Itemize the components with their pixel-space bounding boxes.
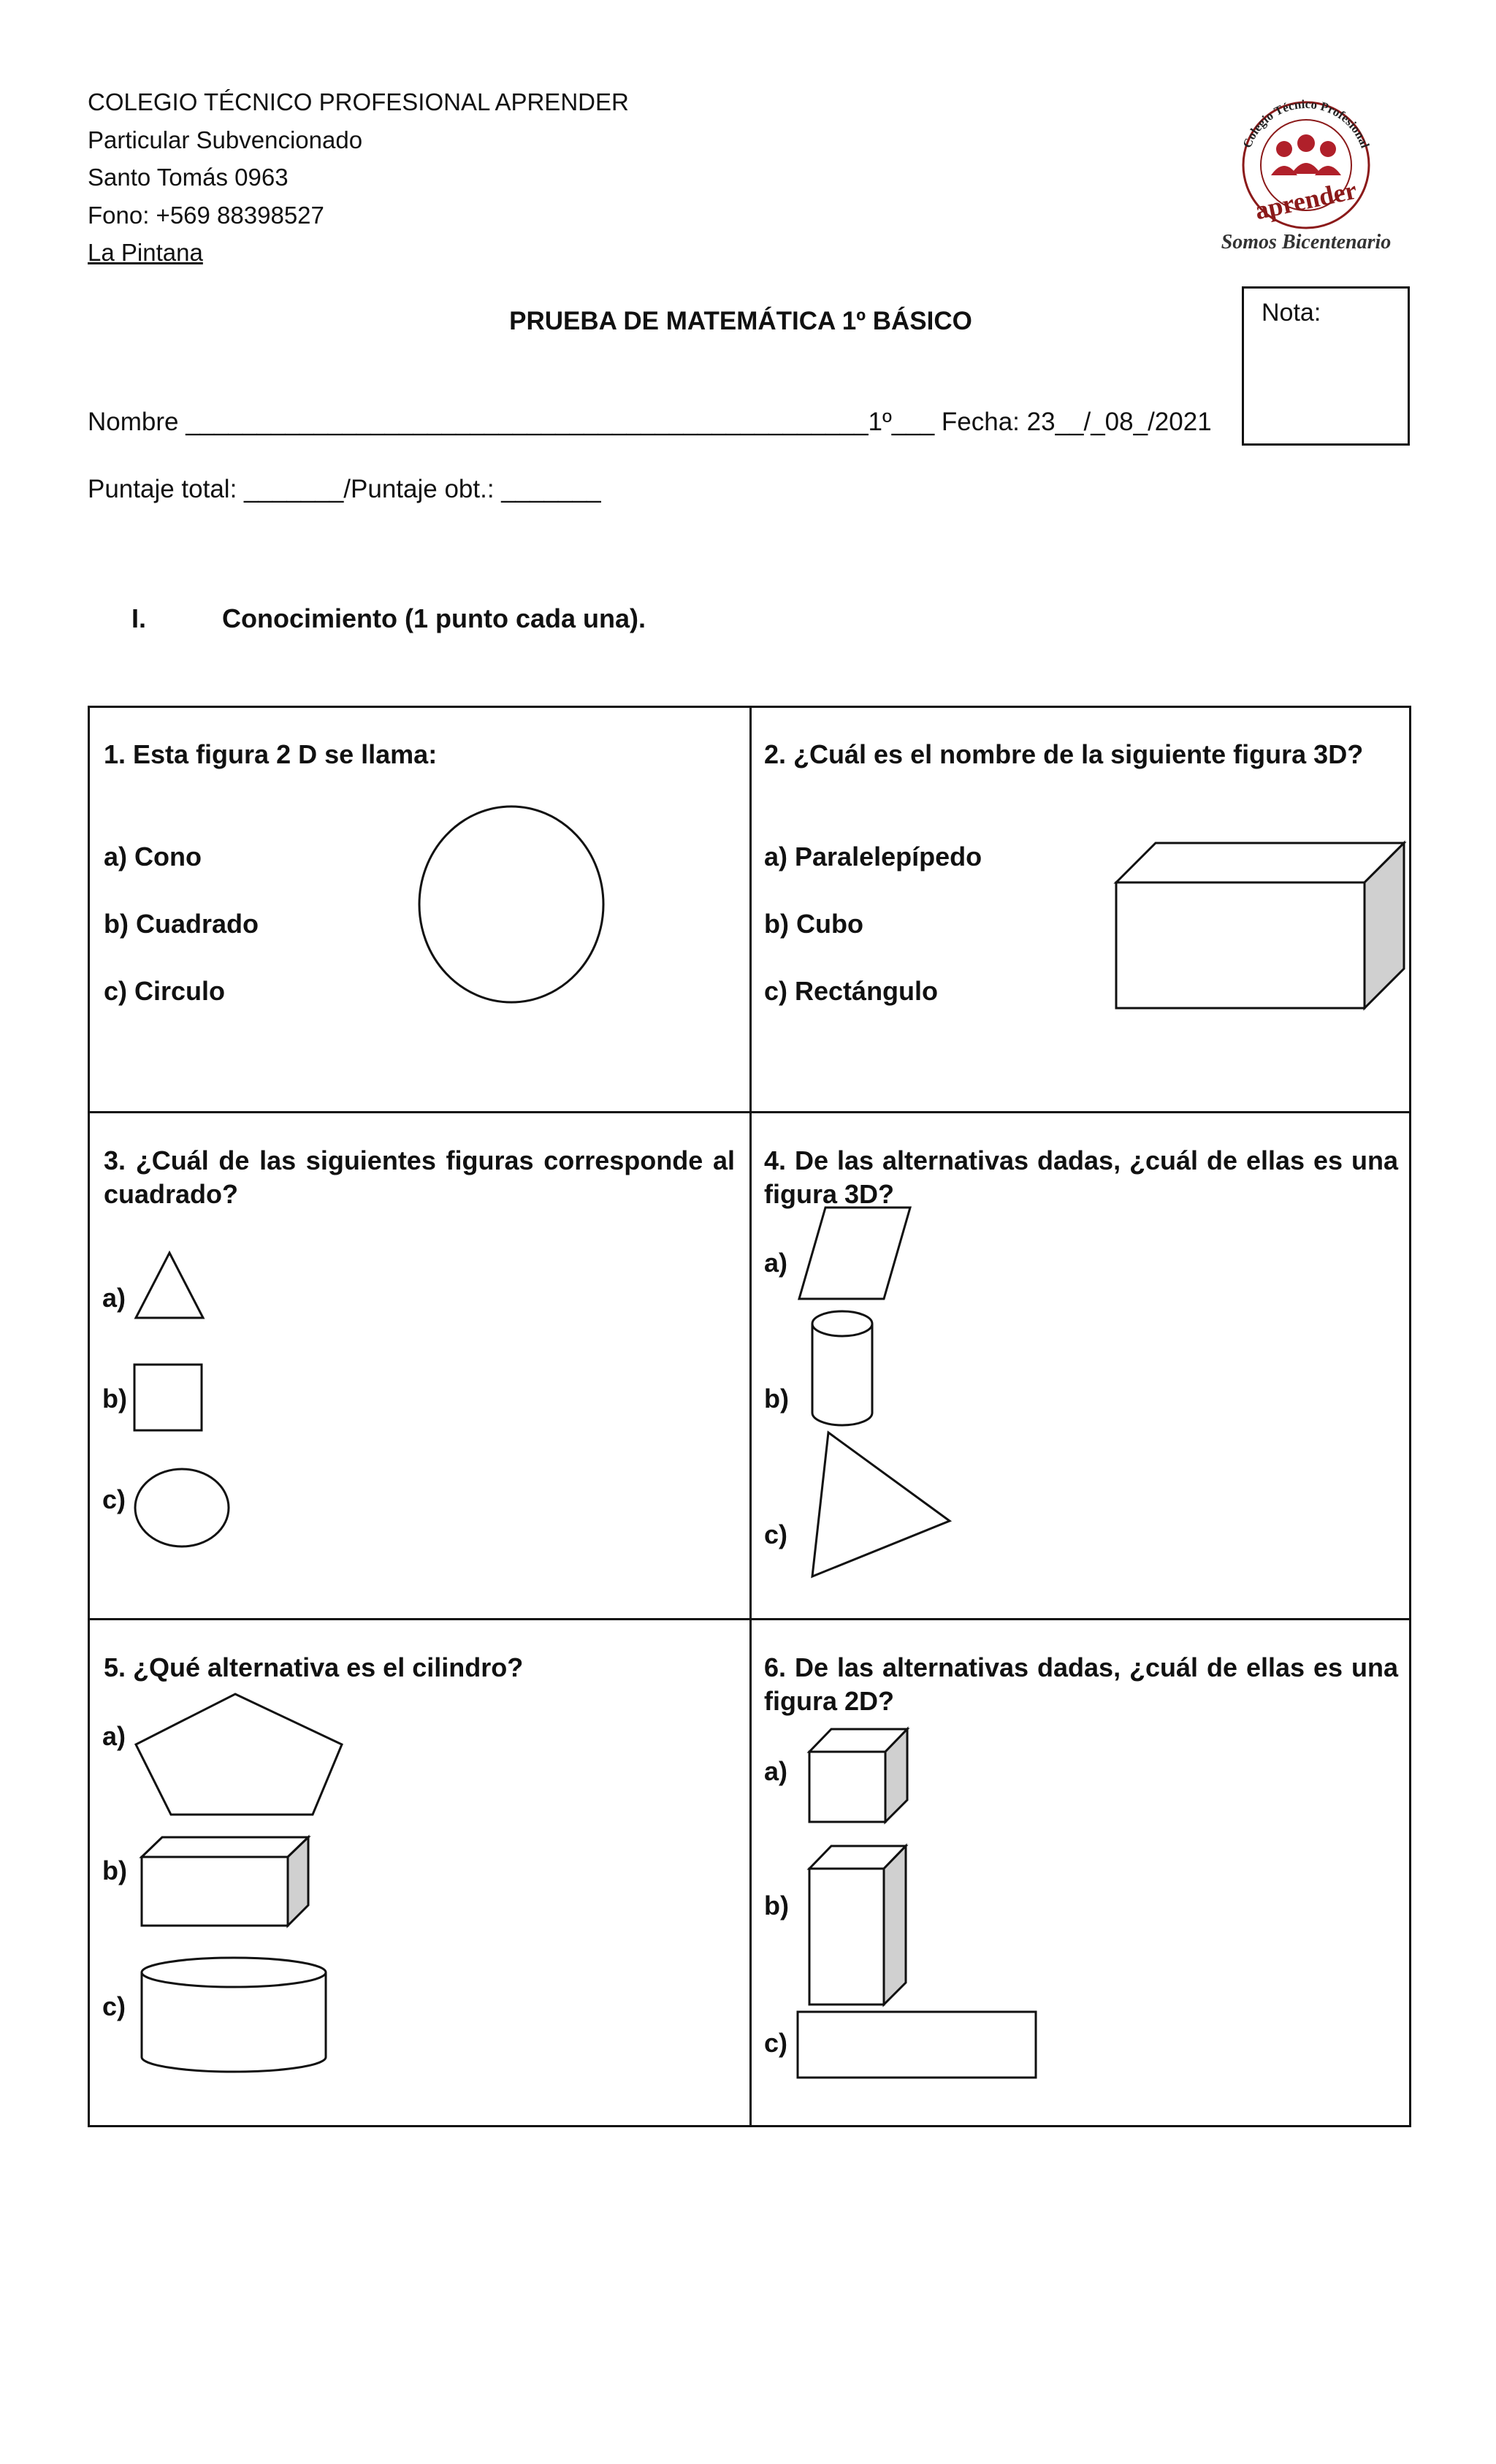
- question-5-option-a: a): [102, 1721, 126, 1751]
- triangle-figure-large: [809, 1430, 953, 1579]
- rectangular-prism-figure: [1115, 842, 1407, 1011]
- triangle-figure: [133, 1251, 206, 1321]
- question-6-option-a: a): [764, 1756, 788, 1786]
- school-name: COLEGIO TÉCNICO PROFESIONAL APRENDER: [88, 88, 629, 115]
- pentagon-figure: [133, 1692, 345, 1818]
- school-logo: [1189, 79, 1423, 262]
- grade-box: [1242, 286, 1410, 446]
- question-4-option-c: c): [764, 1519, 788, 1549]
- question-1-text: 1. Esta figura 2 D se llama:: [104, 739, 438, 769]
- test-title: PRUEBA DE MATEMÁTICA 1º BÁSICO: [509, 307, 972, 335]
- question-1-option-b: b) Cuadrado: [104, 909, 259, 939]
- circle-figure: [416, 804, 606, 1005]
- logo-tagline: Somos Bicentenario: [1221, 231, 1392, 253]
- question-3-text: 3. ¿Cuál de las siguientes figuras corresponde al cuadrado?: [104, 1145, 735, 1209]
- question-4-text: 4. De las alternativas dadas, ¿cuál de ellas es una figura 3D?: [764, 1145, 1398, 1209]
- section-numeral: I.: [131, 603, 147, 633]
- grid-divider-row2: [88, 1618, 1411, 1620]
- cube-figure: [806, 1727, 910, 1825]
- logo-brand: aprender: [1252, 175, 1359, 226]
- question-6-text: 6. De las alternativas dadas, ¿cuál de ellas es una figura 2D?: [764, 1652, 1398, 1716]
- question-1-option-c: c) Circulo: [104, 976, 226, 1006]
- name-date-line: Nombre ________________________________________________1º___ Fecha: 23__/_08_/2021: [88, 408, 1212, 436]
- school-logo-graphic: [1189, 79, 1423, 262]
- question-2-text: 2. ¿Cuál es el nombre de la siguiente figura 3D?: [764, 739, 1364, 769]
- question-2-option-b: b) Cubo: [764, 909, 863, 939]
- question-6-option-c: c): [764, 2028, 788, 2058]
- question-6-option-b: b): [764, 1891, 789, 1921]
- question-3-option-a: a): [102, 1283, 126, 1313]
- section-title: Conocimiento (1 punto cada una).: [222, 603, 646, 633]
- score-line: Puntaje total: _______/Puntaje obt.: _______: [88, 475, 601, 503]
- parallelogram-figure: [796, 1205, 913, 1302]
- question-4-option-b: b): [764, 1384, 789, 1414]
- rectangle-figure: [796, 2010, 1039, 2080]
- question-1-option-a: a) Cono: [104, 842, 202, 871]
- cylinder-figure-small: [809, 1309, 875, 1427]
- school-address: Santo Tomás 0963: [88, 164, 289, 191]
- square-figure: [133, 1363, 203, 1432]
- question-2-option-c: c) Rectángulo: [764, 976, 939, 1006]
- circle-figure-small: [133, 1467, 231, 1549]
- grade-label: Nota:: [1262, 299, 1321, 327]
- rectangular-prism-figure-small: [139, 1835, 311, 1929]
- school-commune: La Pintana: [88, 239, 203, 266]
- school-type: Particular Subvencionado: [88, 126, 363, 153]
- tall-prism-figure: [806, 1844, 909, 2007]
- question-2-option-a: a) Paralelepípedo: [764, 842, 982, 871]
- logo-arc-text: Colegio Técnico Profesional: [1240, 96, 1373, 150]
- grid-divider-vertical: [749, 706, 752, 2127]
- question-5-option-c: c): [102, 1991, 126, 2021]
- question-5-option-b: b): [102, 1855, 127, 1885]
- cylinder-figure: [139, 1955, 329, 2073]
- question-4-option-a: a): [764, 1248, 788, 1278]
- question-3-option-b: b): [102, 1384, 127, 1414]
- question-3-option-c: c): [102, 1484, 126, 1514]
- grid-divider-row1: [88, 1111, 1411, 1113]
- question-5-text: 5. ¿Qué alternativa es el cilindro?: [104, 1652, 524, 1682]
- school-phone: Fono: +569 88398527: [88, 202, 324, 229]
